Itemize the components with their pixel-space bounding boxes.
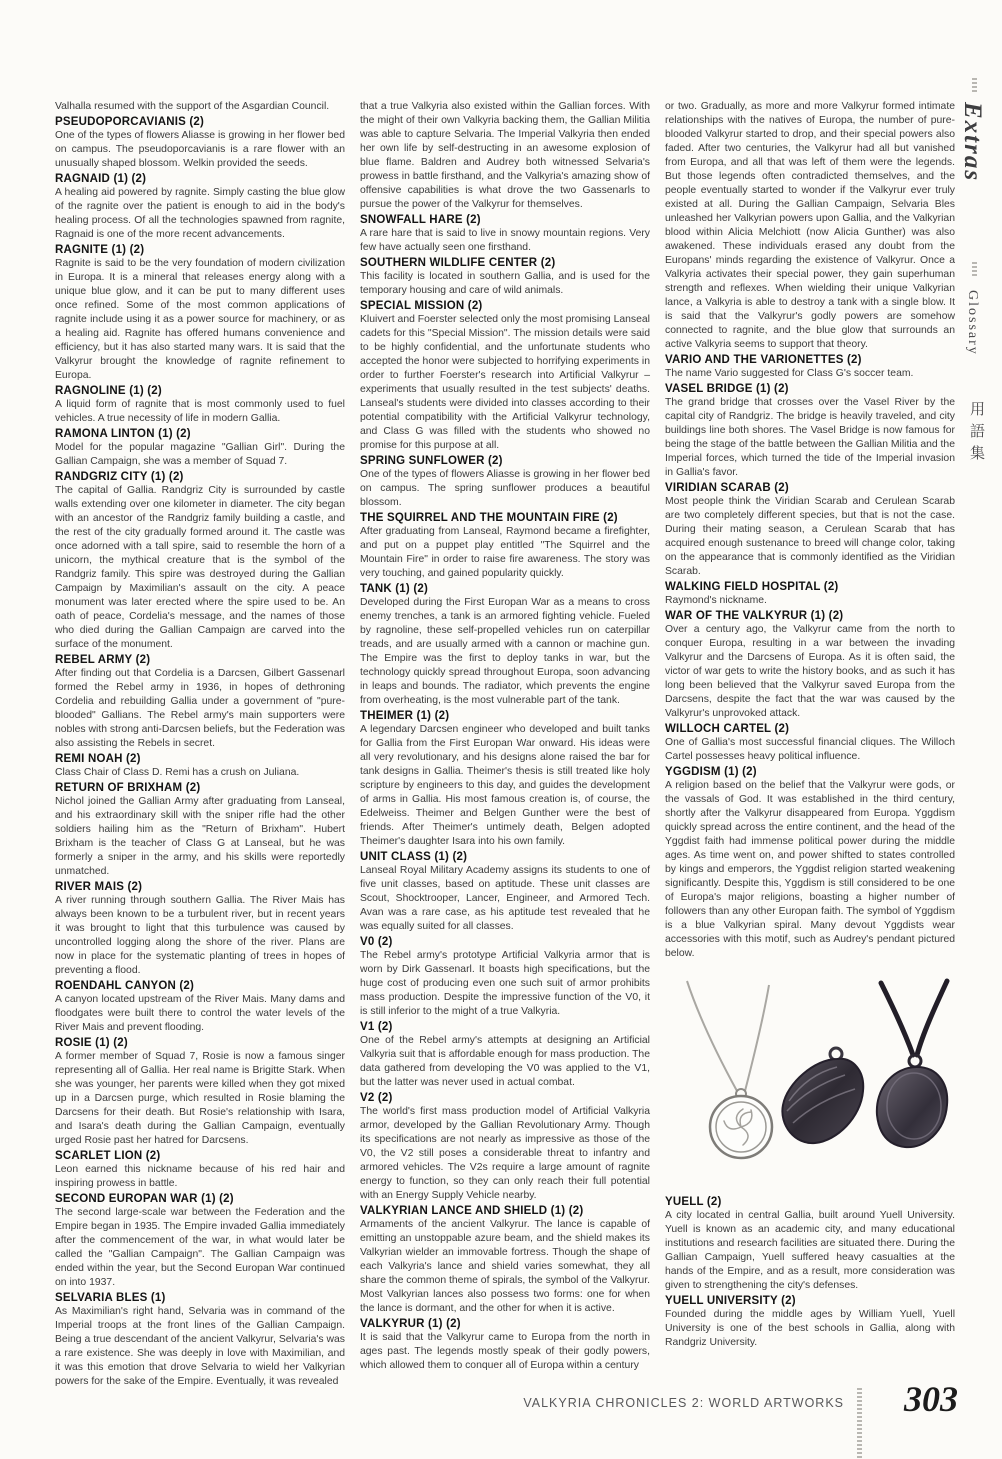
glossary-term: REMI NOAH (2) — [55, 753, 141, 765]
glossary-definition: A rare hare that is said to live in snowy mountain regions. Very few have actually seen one firsthand. — [360, 228, 650, 253]
glossary-term: RAGNITE (1) (2) — [55, 244, 145, 256]
glossary-term: V0 (2) — [360, 936, 393, 948]
glossary-term: UNIT CLASS (1) (2) — [360, 851, 468, 863]
glossary-definition: Founded during the middle ages by William Yuell, Yuell University is one of the best schools in Gallia, along with Randgriz University. — [665, 1309, 955, 1348]
glossary-term: WALKING FIELD HOSPITAL (2) — [665, 581, 839, 593]
glossary-definition: The name Vario suggested for Class G's soccer team. — [665, 368, 914, 379]
glossary-term: VARIO AND THE VARIONETTES (2) — [665, 354, 862, 366]
glossary-term: RIVER MAIS (2) — [55, 881, 143, 893]
glossary-definition: Leon earned this nickname because of his red hair and inspiring prowess in battle. — [55, 1164, 345, 1189]
glossary-term: WILLOCH CARTEL (2) — [665, 723, 790, 735]
glossary-column-right — [665, 100, 955, 1390]
section-subtitle: Glossary — [965, 290, 980, 356]
page-edge-tab — [952, 78, 996, 501]
glossary-definition: Armaments of the ancient Valkyrur. The lance is capable of emitting an unstoppable azure beam, and the shield makes its Valkyrian wielder an immovable fortress. Though the shape of each Valkyria's lance and shield varies somewhat, they all share the common theme of spirals, the symbol of the Valkyrur. Most Valkyrian lances also possess two forms: one for when the lance is dormant, and the other for when it is active. — [360, 1219, 650, 1314]
glossary-term: WAR OF THE VALKYRUR (1) (2) — [665, 610, 844, 622]
glossary-definition: A canyon located upstream of the River Mais. Many dams and floodgates were built there to control the water levels of the River Mais and prevent flooding. — [55, 994, 345, 1033]
page-number: 303 — [904, 1379, 958, 1419]
glossary-definition: One of the types of flowers Aliasse is growing in her flower bed on campus. The spring sunflower produces a beautiful blossom. — [360, 469, 650, 508]
glossary-column-left — [55, 100, 345, 1390]
glossary-definition: A river running through southern Gallia. The River Mais has always been known to be a turbulent river, but in recent years it was brought to light that this turbulence was caused by uncontrolled logging along the shore of the river. Plans are now in place for the systematic planting of trees in hopes of preventing a flood. — [55, 895, 345, 976]
glossary-definition: A former member of Squad 7, Rosie is now a famous singer representing all of Gallia. Her real name is Brigitte Stark. When she was younger, her parents were killed when they got mixed up in a Darcsen purge, which resulted in Rosie blaming the Darcsens for their death. But Rosie's relationship with Isara, and Isara's death during the Gallian Campaign, eventually urged Rosie past her hatred for Darcsens. — [55, 1051, 345, 1146]
glossary-term: ROENDAHL CANYON (2) — [55, 980, 195, 992]
glossary-term: VALKYRIAN LANCE AND SHIELD (1) (2) — [360, 1205, 584, 1217]
pendant-back — [877, 981, 947, 1147]
glossary-definition: A religion based on the belief that the Valkyrur were gods, or the vassals of God. It was established in the third century, shortly after the Valkyrur disappeared from Europa. Yggdism quickly spread across the entire continent, and the head of the Yggdist faith had immense political power during the middle ages. As time went on, and power shifted to states controlled by kings and emperors, the Yggdist religion started weakening significantly. Despite this, Yggdism is still considered to be one of Europa's major religions, boasting a higher number of followers than any other Europan faith. The symbol of Yggdism is a blue Valkyrian spiral. Many devout Yggdists wear accessories with this motif, such as Audrey's pendant pictured below. — [665, 780, 955, 959]
glossary-definition: One of Gallia's most successful financial cliques. The Willoch Cartel possesses heavy political influence. — [665, 737, 955, 762]
glossary-definition: A healing aid powered by ragnite. Simply casting the blue glow of the ragnite over the patient is enough to aid in the body's healing process. Of all the technologies spawned from ragnite, Ragnaid is one of the more recent advancements. — [55, 187, 345, 240]
glossary-term: RANDGRIZ CITY (1) (2) — [55, 471, 184, 483]
glossary-continuation-text: Valhalla resumed with the support of the Asgardian Council. — [55, 101, 330, 112]
glossary-term: SNOWFALL HARE (2) — [360, 214, 481, 226]
glossary-definition: The world's first mass production model of Artificial Valkyria armor, developed by the Gallian Revolutionary Army. Though its specifications are not nearly as impressive as those of the V0, the V2 still poses a considerable threat to infantry and armored vehicles. The V2s require a large amount of ragnite energy to function, so they can only reach their full potential with an Energy Supply Vehicle nearby. — [360, 1106, 650, 1201]
glossary-term: VASEL BRIDGE (1) (2) — [665, 383, 789, 395]
glossary-term: SCARLET LION (2) — [55, 1150, 161, 1162]
glossary-definition: The Rebel army's prototype Artificial Valkyria armor that is worn by Dirk Gassenarl. It boasts high specifications, but the huge cost of producing even one such suit of armor prohibits mass production. Despite the impressive function of the V0, it is still inferior to the might of a true Valkyria. — [360, 950, 650, 1017]
glossary-definition: Ragnite is said to be the very foundation of modern civilization in Europa. It is a mineral that releases energy along with a unique blue glow, and it can be put to many different uses once refined. Some of the most common applications of ragnite include using it as a power source for machinery, or as a healing aid. Ragnite has offered humans convenience and efficiency, but it has also started many wars. It is said that the Valkyrur brought the knowledge of ragnite refinement to Europa. — [55, 258, 345, 381]
glossary-definition: A legendary Darcsen engineer who developed and built tanks for Gallia from the First Europan War onward. His ideas were all very revolutionary, and his designs alone raised the bar for tank designs in Gallia. Theimer's thesis is still treated like holy scripture by engineers to this day, and guides the development of arms in Gallia. His most famous creation is, of course, the Edelweiss. Theimer and Belgen Gunther were the best of friends. After Theimer's untimely death, Belgen adopted Theimer's daughter Isara into his own family. — [360, 724, 650, 847]
glossary-definition: Developed during the First Europan War as a means to cross enemy trenches, a tank is an armored fighting vehicle. Fueled by ragnoline, these self-propelled vehicles run on caterpillar treads, and are usually armed with a cannon or machine gun. The Empire was the first to deploy tanks in war, but the technology quickly spread throughout Europa, soon advancing in leaps and bounds. The radiator, which prevents the engine from overheating, is the most vulnerable part of the tank. — [360, 597, 650, 706]
pendant-shell-side — [782, 1048, 863, 1143]
glossary-definition: Most people think the Viridian Scarab and Cerulean Scarab are two completely different species, but that is not the case. During their mating season, a Cerulean Scarab that has acquired enough sustenance to breed will change color, taking on the appearance that is commonly identified as the Viridian Scarab. — [665, 496, 955, 577]
glossary-term: SOUTHERN WILDLIFE CENTER (2) — [360, 257, 556, 269]
glossary-definition: The second large-scale war between the Federation and the Empire began in 1935. The Empire invaded Gallia immediately after the commencement of the war, in what would later be called the "Gallian Campaign". The Gallian Campaign was ended within the year, but the Second Europan War continued on into 1937. — [55, 1207, 345, 1288]
glossary-definition: One of the Rebel army's attempts at designing an Artificial Valkyria suit that is affordable enough for mass production. The data gathered from developing the V0 was applied to the V1, but the latter was never used in actual combat. — [360, 1035, 650, 1088]
book-title: VALKYRIA CHRONICLES 2: WORLD ARTWORKS — [523, 1396, 844, 1410]
glossary-continuation-text: or two. Gradually, as more and more Valkyrur formed intimate relationships with the natives of Europa, the number of pure-blooded Valkyrur started to drop, and their special powers also faded. After two centuries, the Valkyrur had all but vanished from Europa, and all that was left of them were the legends. But those legends often contradicted themselves, and the people eventually started to wonder if the Valkyrur ever truly existed at all. During the Gallian Campaign, Selvaria Bles unleashed her Valkyrian powers upon Gallia, and the Valkyrian blood within Alicia Melchiott (now Alicia Gunther) was also awakened. These individuals erased any doubt from the Europans' minds regarding the existence of Valkyrur. Once a Valkyria activates their special power, they gain superhuman strength and reflexes. When wielding their unique Valkyrian lance, a Valkyria is able to destroy a tank with a single blow. It is said that the Valkyrur's godly powers are somehow connected to ragnite, and the blue glow that surrounds an active Valkyria seems to support that theory. — [665, 101, 955, 350]
glossary-definition: Class Chair of Class D. Remi has a crush on Juliana. — [55, 767, 300, 778]
glossary-term: YUELL UNIVERSITY (2) — [665, 1295, 796, 1307]
glossary-definition: Kluivert and Foerster selected only the most promising Lanseal cadets for this "Special Mission". The mission details were said to be highly confidential, and the unfortunate students who accepted the honor were subjected to horrifying experiments in order to further Foerster's research into Artificial Valkyrur – experiments that usually resulted in the test subjects' deaths. Lanseal's students were divided into classes according to their potential compatibility with the Artificial Valkyrur technology, and Class G was filled with the students who showed no promise for this purpose at all. — [360, 314, 650, 451]
glossary-term: VIRIDIAN SCARAB (2) — [665, 482, 789, 494]
glossary-definition: Model for the popular magazine "Gallian Girl". During the Gallian Campaign, she was a member of Squad 7. — [55, 442, 345, 467]
glossary-term: RAGNOLINE (1) (2) — [55, 385, 162, 397]
glossary-term: ROSIE (1) (2) — [55, 1037, 128, 1049]
glossary-definition: Nichol joined the Gallian Army after graduating from Lanseal, and his extraordinary skill with the sniper rifle had the other soldiers hailing him as the "Return of Brixham". Hubert Brixham is the teacher of Class G at Lanseal, but he was formerly a sniper in the army, and his skills were reportedly unmatched. — [55, 796, 345, 877]
glossary-term: TANK (1) (2) — [360, 583, 428, 595]
pendant-spiral-front — [687, 981, 772, 1158]
glossary-term: RETURN OF BRIXHAM (2) — [55, 782, 201, 794]
glossary-term: SELVARIA BLES (1) — [55, 1292, 166, 1304]
glossary-columns — [55, 100, 955, 1390]
glossary-term: V1 (2) — [360, 1021, 393, 1033]
glossary-term: REBEL ARMY (2) — [55, 654, 151, 666]
glossary-definition: Over a century ago, the Valkyrur came from the north to conquer Europa, resulting in a war between the invading Valkyrur and the Darcsens of Europa. As it is often said, the victor of war gets to write the history books, and as such it has long been believed that the Valkyrur saved Europa from the Darcsens, despite the fact that the war was caused by the Valkyrur's unprovoked attack. — [665, 624, 955, 719]
microtext-strip — [857, 1388, 862, 1459]
glossary-definition: After graduating from Lanseal, Raymond became a firefighter, and put on a puppet play entitled "The Squirrel and the Mountain Fire" in order to raise fire awareness. The story was very touching, and gained popularity quickly. — [360, 526, 650, 579]
glossary-term: SPECIAL MISSION (2) — [360, 300, 483, 312]
glossary-definition: A city located in central Gallia, built around Yuell University. Yuell is known as an academic city, and many educational institutions and research facilities are situated there. During the Gallian Campaign, Yuell suffered heavy casualties at the hands of the Empire, and as a result, more consideration was given to strengthening the city's defenses. — [665, 1210, 955, 1291]
glossary-term: YUELL (2) — [665, 1196, 722, 1208]
microtext-strip — [972, 262, 977, 276]
glossary-definition: One of the types of flowers Aliasse is growing in her flower bed on campus. The pseudoporcavianis is a rare flower with an unusually shaped blossom. Welkin provided the seeds. — [55, 130, 345, 169]
yggdist-pendants-illustration — [665, 975, 955, 1185]
glossary-definition: Raymond's nickname. — [665, 595, 767, 606]
glossary-definition: After finding out that Cordelia is a Darcsen, Gilbert Gassenarl formed the Rebel army in 1936, in hopes of dethroning Cordelia and rebuilding Gallia under a government of "pure-blooded" Gallians. The Rebel army's main supporters were nobles with strong anti-Darcsen beliefs, but the Federation was also assisting the Rebels in secret. — [55, 668, 345, 749]
glossary-term: YGGDISM (1) (2) — [665, 766, 757, 778]
glossary-term: SECOND EUROPAN WAR (1) (2) — [55, 1193, 234, 1205]
glossary-definition: It is said that the Valkyrur came to Europa from the north in ages past. The legends mostly speak of their godly powers, which allowed them to conquer all of Europa within a century — [360, 1332, 650, 1371]
glossary-term: RAGNAID (1) (2) — [55, 173, 147, 185]
glossary-definition: A liquid form of ragnite that is most commonly used to fuel vehicles. A true necessity of life in modern Gallia. — [55, 399, 345, 424]
glossary-definition: As Maximilian's right hand, Selvaria was in command of the Imperial troops at the front lines of the Gallian Campaign. Being a true descendant of the ancient Valkyrur, Selvaria's was a rare existence. She was deeply in love with Maximilian, and it was this emotion that drove Selvaria to wield her Valkyrian powers for the sake of the Empire. Eventually, it was revealed — [55, 1306, 345, 1387]
glossary-term: THEIMER (1) (2) — [360, 710, 450, 722]
glossary-definition: The grand bridge that crosses over the Vasel River by the capital city of Randgriz. The bridge is heavily traveled, and city buildings line both shores. The Vasel Bridge is now famous for being the stage of the battle between the Gallian Militia and the Imperial forces, which turned the tide of the Imperial invasion in Gallia's favor. — [665, 397, 955, 478]
section-title-japanese: 用語集 — [968, 401, 985, 467]
glossary-term: RAMONA LINTON (1) (2) — [55, 428, 191, 440]
glossary-term: VALKYRUR (1) (2) — [360, 1318, 461, 1330]
section-title: Extras — [959, 102, 986, 183]
glossary-definition: The capital of Gallia. Randgriz City is surrounded by castle walls extending over one kilometer in diameter. The city began with an ancestor of the Randgriz family building a castle, and the rest of the city gradually formed around it. The castle was once adorned with a tall spire, said to resemble the horn of a unicorn, the mythical creature that is the symbol of the Randgriz family. This spire was destroyed during the Gallian Campaign by Maximilian's assault on the city. A peace monument was later erected where the spire used to be. An oath of peace, Cordelia's message, and the names of those who died during the Gallian Campaign are carved into the surface of the monument. — [55, 485, 345, 650]
glossary-column-middle — [360, 100, 650, 1390]
glossary-definition: This facility is located in southern Gallia, and is used for the temporary housing and care of wild animals. — [360, 271, 650, 296]
glossary-term: V2 (2) — [360, 1092, 393, 1104]
glossary-term: THE SQUIRREL AND THE MOUNTAIN FIRE (2) — [360, 512, 618, 524]
glossary-term: SPRING SUNFLOWER (2) — [360, 455, 503, 467]
glossary-term: PSEUDOPORCAVIANIS (2) — [55, 116, 205, 128]
glossary-definition: Lanseal Royal Military Academy assigns its students to one of five unit classes, based on aptitude. These unit classes are Scout, Shocktrooper, Lancer, Engineer, and Armored Tech. Avan was a rare case, as his aptitude test revealed that he was equally suited for all classes. — [360, 865, 650, 932]
glossary-continuation-text: that a true Valkyria also existed within the Gallian forces. With the might of their own Valkyria backing them, the Gallian Militia was able to capture Selvaria. The Imperial Valkyria then ended her own life by self-destructing in an awesome explosion of blue flame. Baldren and Audrey both witnessed Selvaria's prowess in battle firsthand, and the Valkyria's amazing show of offensive capabilities is what drove the two Gassenarls to pursue the power of the Valkyrur for themselves. — [360, 101, 650, 210]
microtext-strip — [972, 78, 977, 94]
